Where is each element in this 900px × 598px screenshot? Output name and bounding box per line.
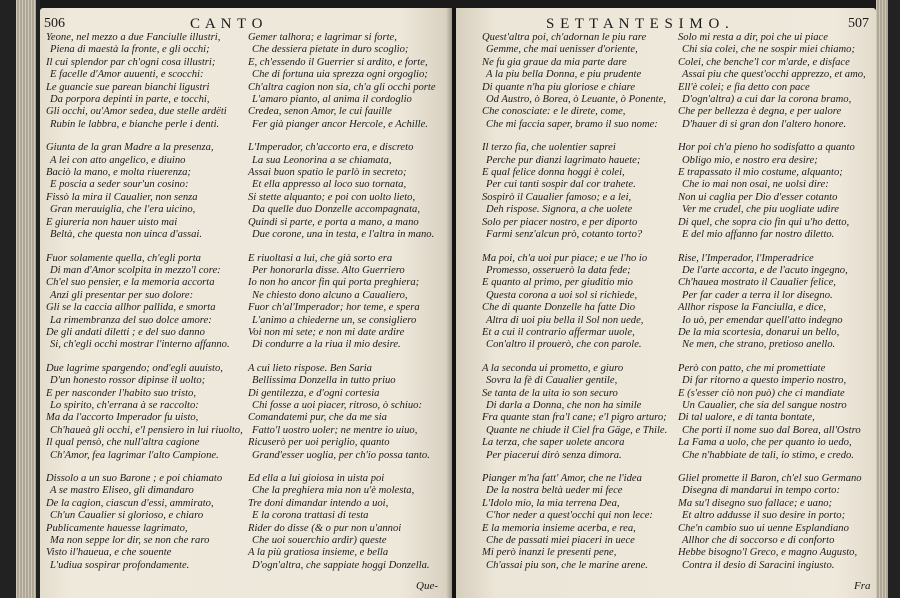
stanza [482,363,680,462]
verse-line: Beltà, che questa non uinca d'assai. [50,229,203,241]
verse-line: Questa corona a uoi sol si richiede, [486,289,638,301]
verse-line: Di man d'Amor scolpita in mezzo'l core: [50,264,221,276]
verse-line: Le guancie sue parean bianchi ligustri [46,81,210,93]
verse-line: Ch'altra cagion non sia, ch'a gli occhi porte [248,81,436,93]
verse-line: C'hor neder a quest'occhi qui non lece: [486,510,653,522]
verse-line: Ma non seppe lor dir, se non che raro [50,535,210,547]
verse-line: D'ogn'altra, che sappiate hoggi Donzella. [252,559,430,571]
verse-line: Voi non mi sete; e non mi date ardire [248,326,405,338]
verse-line: Per honorarla disse. Alto Guerriero [252,264,405,276]
verse-line: Da quelle duo Donzelle accompagnata, [252,204,420,216]
verse-line: Il terzo fia, che uolentier saprei [482,142,616,154]
verse-line: Ch'haueà gli occhi, e'l pensiero in lui riuolto, [50,424,243,436]
verse-line: Quest'altra poi, ch'adornan le piu rare [482,32,647,43]
verse-line: Che la preghiera mia non u'è molesta, [252,485,415,497]
stanza [482,473,680,572]
stanza [46,253,246,352]
verse-line: Et a cui il contrario affermar uuole, [482,326,635,338]
stanza [248,142,448,241]
verse-line: Io uò, per emendar quell'atto indegno [682,314,843,326]
verse-line: Con'altro il prouerò, che con parole. [486,339,642,351]
verse-line: Ell'è colei; e fia detto con pace [678,81,810,93]
verse-line: Ch'assai piu son, che le marine arene. [486,559,648,571]
stanza [678,253,874,352]
verse-line: Allhor rispose la Fanciulla, e dice, [678,302,826,314]
verse-line: De gli andati diletti ; e del suo danno [46,326,205,338]
verse-line: Per cui tanti sospir dal cor trahete. [486,179,636,191]
verse-line: Allhor che di soccorso e di conforto [682,535,835,547]
verse-line: Chi fosse a uoi piacer, ritroso, ò schiuo: [252,399,422,411]
right-page [456,8,876,598]
verse-line: Ch'hauea mostrato il Caualier felice, [678,277,836,289]
verse-line: Però con patto, che mi promettiate [678,362,826,374]
right-catchword: Fra [854,580,871,592]
verse-line: E riuoltasi a lui, che già sorto era [248,252,393,264]
verse-line: E facelle d'Amor auuenti, e scocchi: [50,69,204,81]
verse-line: E giureria non hauer uisto mai [46,216,178,228]
verse-line: Assai buon spatio le parlò in secreto; [248,167,407,179]
verse-line: Dissolo a un suo Barone ; e poi chiamato [46,473,223,484]
verse-line: E la memoria insieme acerba, e rea, [482,522,636,534]
verse-line: De la mia scortesia, donarui un bello, [678,326,840,338]
verse-line: Bellissima Donzella in tutto priuo [252,375,396,387]
verse-line: E (s'esser ciò non può) che ci mandiate [678,387,845,399]
verse-line: A la piu bella Donna, e piu prudente [486,69,642,81]
verse-line: Hebbe bisogno'l Greco, e magno Augusto, [678,547,858,559]
left-column-1 [46,32,246,583]
verse-line: Grand'esser uoglia, per ch'io possa tanto. [252,449,430,461]
verse-line: Lo spirito, ch'errana à se raccolto: [50,399,199,411]
verse-line: L'Idolo mio, la mia terrena Dea, [482,497,620,509]
verse-line: Gemer talhora; e lagrimar si forte, [248,32,397,43]
verse-line: La rimembranza del suo dolce amore: [50,314,212,326]
verse-line: Sovra la fè di Caualier gentile, [486,375,618,387]
verse-line: Ch'el suo pensier, e la memoria accorta [46,277,215,289]
verse-line: Che dessiera pietate in duro scoglio; [252,44,409,56]
stanza [678,32,874,131]
stanza [46,142,246,241]
verse-line: Che uoi souerchio ardir) queste [252,535,387,547]
verse-line: Od Austro, ò Borea, ò Leuante, ò Ponente, [486,94,666,106]
verse-line: Gran merauiglia, che l'era uicino, [50,204,196,216]
verse-line: Visto il'haueua, e che souente [46,547,172,559]
verse-line: Anzi gli presentar per suo dolore: [50,289,194,301]
verse-line: Deh rispose. Signora, a che uolete [486,204,633,216]
right-page-stack [876,0,888,598]
verse-line: A cui lieto rispose. Ben Saria [248,362,372,374]
verse-line: E per nasconder l'habito suo tristo, [46,387,196,399]
verse-line: Di tal ualore, e di tanta bontate, [678,412,815,424]
stanza [482,142,680,241]
stanza [482,32,680,131]
verse-line: Baciò la mano, e molta riuerenza; [46,167,191,179]
verse-line: Ricuserò per uoi periglio, quanto [248,437,390,449]
stanza [248,253,448,352]
verse-line: Che de passati miei piaceri in uece [486,535,635,547]
verse-line: Non ui caglia per Dio d'esser cotanto [678,191,838,203]
verse-line: L'udiua sospirar profondamente. [50,559,190,571]
verse-line: Che mi faccia saper, bramo il suo nome: [486,118,658,130]
verse-line: Gliel promette il Baron, ch'el suo Germano [678,473,862,484]
verse-line: Che di fortuna uia sprezza ogni orgoglio; [252,69,428,81]
verse-line: Quindi si parte, e porta a mano, a mano [248,216,419,228]
left-page-stack [16,0,36,598]
right-page-number: 507 [848,16,869,31]
left-page-number: 506 [44,16,65,31]
verse-line: Quante ne chiude il Ciel fra Gäge, e Thile. [486,424,668,436]
stanza [248,32,448,131]
verse-line: Di quante n'ha piu gloriose e chiare [482,81,636,93]
verse-line: Giunta de la gran Madre a la presenza, [46,142,214,154]
verse-line: Sospirò il Caualier famoso; e a lei, [482,191,632,203]
verse-line: Farmi senz'alcun prò, cotanto torto? [486,229,643,241]
verse-line: Ch'Amor, fea lagrimar l'alto Campione. [50,449,219,461]
verse-line: De l'arte accorta, e de l'acuto ingegno, [682,264,848,276]
verse-line: Ch'un Caualier si glorioso, e chiaro [50,510,204,522]
verse-line: Comandatemi pur, che da me sia [248,412,387,424]
verse-line: E poscia a seder sour'un cosino: [50,179,189,191]
verse-line: De la nostra beltà ueder mi fece [486,485,623,497]
verse-line: Io non ho ancor fin qui porta preghiera; [248,277,420,289]
verse-line: Disegna di mandarui in tempo corto: [682,485,841,497]
verse-line: Contra il desio di Saracini ingiusto. [682,559,835,571]
left-page [40,8,452,598]
verse-line: A lei con atto angelico, e diuino [50,154,186,166]
verse-line: Gli se la caccia allhor pallida, e smorta [46,302,216,314]
verse-line: Si, ch'egli occhi mostrar l'interno affanno. [50,339,230,351]
verse-line: L'animo a chiederne un, se consigliero [252,314,417,326]
verse-line: Di gentilezza, e d'ogni cortesia [248,387,380,399]
left-column-2 [248,32,448,583]
left-catchword: Que- [416,580,438,592]
verse-line: La terza, che saper uolete ancora [482,437,625,449]
verse-line: D'ogn'altra) a cui dar la corona bramo, [682,94,852,106]
verse-line: Fuor ch'al'Imperador; hor teme, e spera [248,302,420,314]
verse-line: Che conosciate: e le direte, come, [482,106,626,118]
stanza [248,473,448,572]
right-running-head: S E T T A N T E S I M O . [546,16,730,32]
verse-line: Pianger m'ha fatt' Amor, che ne l'idea [482,473,642,484]
verse-line: Ma da l'accorto Imperador fu uisto, [46,412,199,424]
verse-line: A se mastro Eliseo, gli dimandaro [50,485,194,497]
verse-line: Et altro addusse il suo desire in porto; [682,510,846,522]
verse-line: Di far ritorno a questo imperio nostro, [682,375,847,387]
verse-line: Yeone, nel mezzo a due Fanciulle illustri, [46,32,221,43]
verse-line: Ma su'l disegno suo fallace; e uano; [678,497,833,509]
verse-line: Ne men, che strano, pretioso anello. [682,339,836,351]
verse-line: Publicamente hauesse lagrimato, [46,522,188,534]
verse-line: Che porti il nome suo dal Borea, all'Ostro [682,424,861,436]
verse-line: A la seconda ui prometto, e giuro [482,362,624,374]
stanza [46,473,246,572]
verse-line: Che n'habbiate de tali, io stimo, e credo. [682,449,854,461]
verse-line: E trapassato il mio costume, alquanto; [678,167,843,179]
verse-line: Fatto'l uostro uoler; ne mentre io uiuo, [252,424,418,436]
stanza [46,363,246,462]
verse-line: L'amaro pianto, al anima il cordoglio [252,94,412,106]
verse-line: Di quel, che sopra cio fin qui u'ho detto, [678,216,850,228]
verse-line: Per far cader a terra il lor disegno. [682,289,833,301]
verse-line: Piena di maestà la fronte, e gli occhi; [50,44,210,56]
verse-line: Fer già pianger ancor Hercole, e Achille. [252,118,428,130]
left-book-edge [0,0,40,598]
verse-line: Il cui splendor par ch'ogni cosa illustri; [46,56,216,68]
stanza [46,32,246,131]
right-column-2 [678,32,874,583]
verse-line: Ed ella a lui gioiosa in uista poi [248,473,385,484]
verse-line: A la più gratiosa insieme, e bella [248,547,389,559]
stanza [482,253,680,352]
verse-line: Ne chiesto dono alcuno a Caualiero, [252,289,408,301]
verse-line: Altra di uoi piu bella il Sol non uede, [486,314,644,326]
verse-line: E la corona trattasi di testa [252,510,369,522]
verse-line: Si stette alquanto; e poi con uolto lieto, [248,191,416,203]
verse-line: Che per bellezza è degna, e per ualore [678,106,842,118]
verse-line: E qual felice donna hoggi è colei, [482,167,625,179]
verse-line: Promesso, osseruerò la data fede; [486,264,631,276]
verse-line: Ma poi, ch'a uoi pur piace; e ue l'ho io [482,252,648,264]
verse-line: Obligo mio, e nostro era desire; [682,154,818,166]
left-running-head: C A N T O [190,16,264,32]
verse-line: Due corone, una in testa, e l'altra in mano. [252,229,435,241]
verse-line: D'un honesto rossor dipinse il uolto; [50,375,206,387]
verse-line: Che'n cambio suo ui uenne Esplandiano [678,522,849,534]
verse-line: E, ch'essendo il Guerrier si ardito, e forte, [248,56,428,68]
verse-line: La sua Leonorina a se chiamata, [252,154,392,166]
verse-line: Per piacerui dirò senza dimora. [486,449,622,461]
right-column-1 [482,32,680,583]
verse-line: Hor poi ch'a pieno ho sodisfatto a quanto [678,142,855,154]
verse-line: Di darla a Donna, che non ha simile [486,399,642,411]
verse-line: Se tanta de la uita io son securo [482,387,618,399]
verse-line: Solo per piacer nostro, e per diporto [482,216,638,228]
verse-line: De la cagion, ciascun d'essi, ammirato, [46,497,214,509]
stanza [678,142,874,241]
verse-line: Fuor solamente quella, ch'egli porta [46,252,201,264]
verse-line: Assai piu che quest'occhi apprezzo, et amo, [682,69,866,81]
verse-line: Colei, che benche'l cor m'arde, e disface [678,56,850,68]
verse-line: Che io mai non osai, ne uolsi dire: [682,179,829,191]
verse-line: Mi però inanzi le presenti pene, [482,547,617,559]
verse-line: Fissò la mira il Caualier, non senza [46,191,198,203]
verse-line: Chi sia colei, che ne sospir miei chiamo; [682,44,856,56]
verse-line: Rubin le labbra, e bianche perle i denti. [50,118,220,130]
verse-line: Due lagrime spargendo; ond'egli auuisto, [46,362,223,374]
verse-line: Gemme, che mai uenisser d'oriente, [486,44,638,56]
verse-line: Un Caualier, che sia del sangue nostro [682,399,847,411]
verse-line: Tre doni dimandar intendo a uoi, [248,497,389,509]
verse-line: Solo mi resta a dir, poi che ui piace [678,32,828,43]
verse-line: Et ella appresso al loco suo tornata, [252,179,407,191]
verse-line: Da porpora depinti in parte, e tocchi, [50,94,210,106]
verse-line: L'Imperador, ch'accorto era, e discreto [248,142,414,154]
stanza [678,473,874,572]
verse-line: Fra quante stan fra'l cane; e'l pigro arturo; [482,412,667,424]
verse-line: E del mio affanno far nostro diletto. [682,229,835,241]
stanza [248,363,448,462]
verse-line: Di condurre a la riua il mio desire. [252,339,401,351]
verse-line: Rise, l'Imperador, l'Imperadrice [678,252,814,264]
verse-line: Gli occhi, ou'Amor sedea, due stelle ardëti [46,106,227,118]
verse-line: E quanto al primo, per giuditio mio [482,277,633,289]
verse-line: Perche pur dianzi lagrimato hauete; [486,154,641,166]
right-book-edge [876,0,900,598]
verse-line: Il qual pensò, che null'altra cagione [46,437,200,449]
verse-line: Credea, senon Amor, le cui fauille [248,106,392,118]
verse-line: La Fama a uolo, che per quanto io uedo, [678,437,852,449]
stanza [678,363,874,462]
verse-line: Ne fu gia graue da mia parte dare [482,56,627,68]
verse-line: Che di quante Donzelle ha fatte Dio [482,302,635,314]
verse-line: Rider do disse (& o pur non u'annoi [248,522,402,534]
verse-line: Ver me crudel, che piu uogliate udire [682,204,840,216]
verse-line: D'hauer di si gran don l'altero honore. [682,118,847,130]
